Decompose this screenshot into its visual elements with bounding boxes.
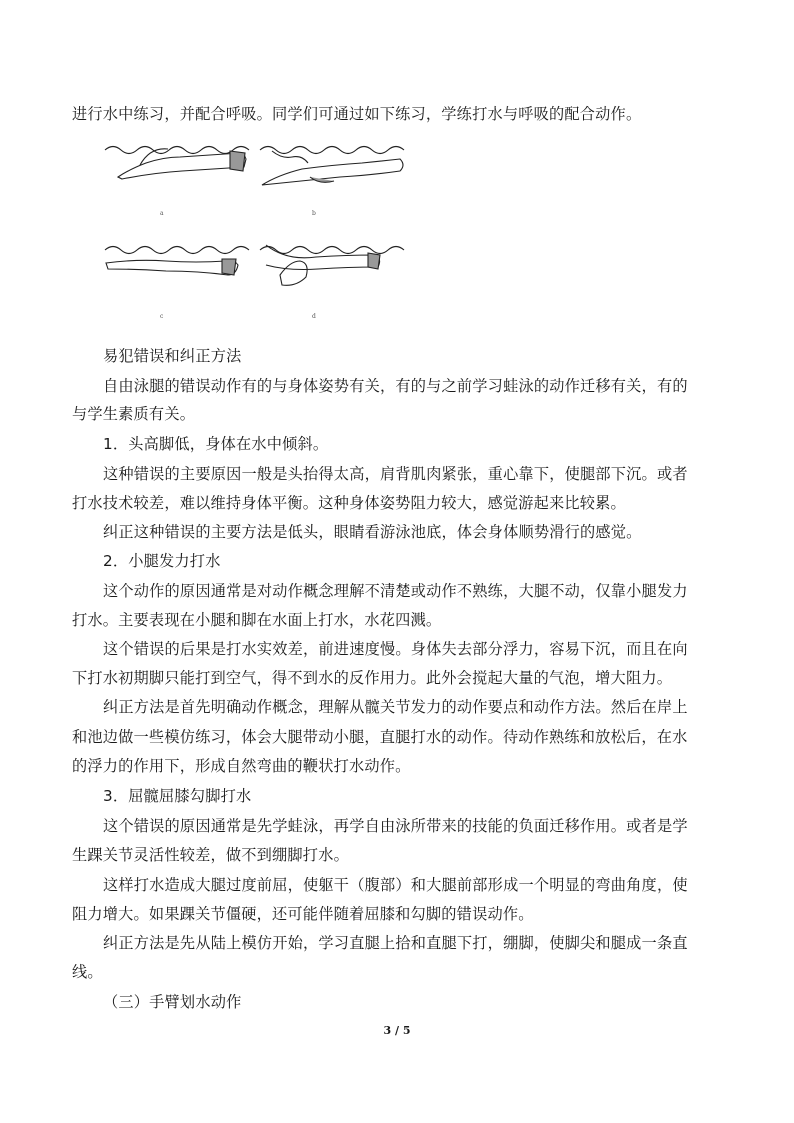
figure-label-a: a [160,210,164,217]
error-3-para-1-line-2: 生踝关节灵活性较差，做不到绷脚打水。 [72,846,349,864]
error-3-para-3-line-2: 线。 [72,963,103,981]
intro-line: 进行水中练习，并配合呼吸。同学们可通过如下练习，学练打水与呼吸的配合动作。 [72,105,642,123]
swimmer-b [260,147,404,186]
error-1-title: 1．头高脚低，身体在水中倾斜。 [103,435,329,453]
error-3-para-1-line-1: 这个错误的原因通常是先学蛙泳，再学自由泳所带来的技能的负面迁移作用。或者是学 [103,817,688,835]
figure-label-d: d [312,313,316,320]
swimmer-c [105,247,249,276]
swimmer-illustrations [100,135,420,335]
swimmer-d [260,245,404,285]
error-2-para-1-line-2: 打水。主要表现在小腿和脚在水面上打水，水花四溅。 [72,611,442,629]
error-2-para-2-line-2: 下打水初期脚只能打到空气，得不到水的反作用力。此外会搅起大量的气泡，增大阻力。 [72,669,673,687]
figure-label-b: b [312,210,316,217]
error-2-para-3-line-2: 和池边做一些模仿练习，体会大腿带动小腿，直腿打水的动作。待动作熟练和放松后，在水 [72,728,688,746]
figure-label-c: c [160,313,164,320]
next-section-heading: （三）手臂划水动作 [103,993,242,1011]
error-1-para-1-line-1: 这种错误的主要原因一般是头抬得太高，肩背肌肉紧张，重心靠下，使腿部下沉。或者 [103,465,688,483]
section-intro-line-1: 自由泳腿的错误动作有的与身体姿势有关，有的与之前学习蛙泳的动作迁移有关，有的 [103,377,688,395]
error-2-para-2-line-1: 这个错误的后果是打水实效差，前进速度慢。身体失去部分浮力，容易下沉，而且在向 [103,640,688,658]
section-heading: 易犯错误和纠正方法 [103,347,242,365]
page-number: 3 / 5 [383,1024,411,1037]
error-3-title: 3．屈髋屈膝勾脚打水 [103,787,252,805]
error-1-para-2-line-1: 纠正这种错误的主要方法是低头，眼睛看游泳池底，体会身体顺势滑行的感觉。 [103,523,642,541]
error-3-para-3-line-1: 纠正方法是先从陆上模仿开始，学习直腿上拾和直腿下打，绷脚，使脚尖和腿成一条直 [103,934,688,952]
error-2-title: 2．小腿发力打水 [103,552,221,570]
error-3-para-2-line-1: 这样打水造成大腿过度前屈，使躯干（腹部）和大腿前部形成一个明显的弯曲角度，使 [103,876,688,894]
error-2-para-3-line-3: 的浮力的作用下，形成自然弯曲的鞭状打水动作。 [72,757,411,775]
error-2-para-1-line-1: 这个动作的原因通常是对动作概念理解不清楚或动作不熟练，大腿不动，仅靠小腿发力 [103,582,688,600]
kick-breathing-figure [100,135,420,335]
error-1-para-1-line-2: 打水技术较差，难以维持身体平衡。这种身体姿势阻力较大，感觉游起来比较累。 [72,494,626,512]
error-2-para-3-line-1: 纠正方法是首先明确动作概念，理解从髋关节发力的动作要点和动作方法。然后在岸上 [103,698,688,716]
section-intro-line-2: 与学生素质有关。 [72,405,196,423]
error-3-para-2-line-2: 阻力增大。如果踝关节僵硬，还可能伴随着屈膝和勾脚的错误动作。 [72,905,534,923]
swimmer-a [105,147,249,180]
